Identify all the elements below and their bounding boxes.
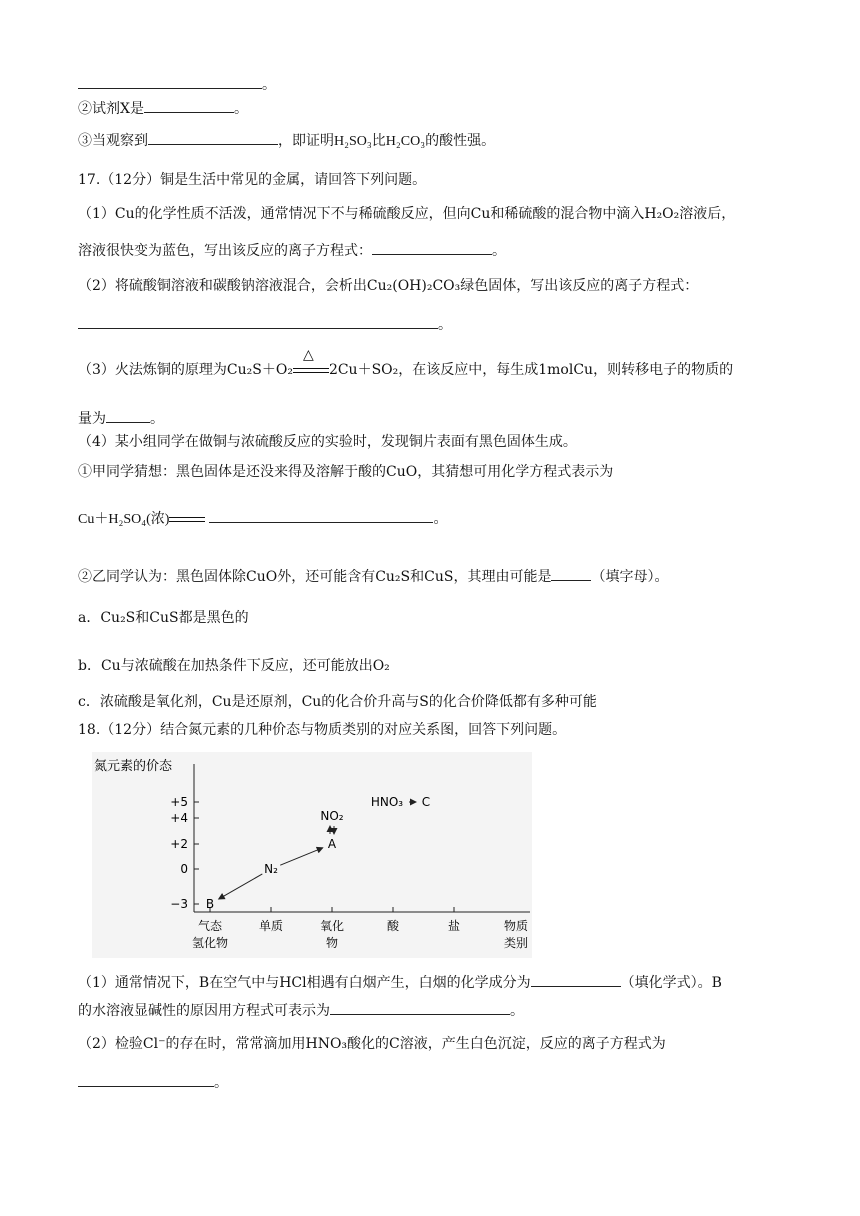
x-axis-label-line2: 类别 bbox=[503, 936, 529, 950]
text: ②试剂X是 bbox=[78, 101, 144, 117]
line-reagent-x bbox=[78, 98, 248, 119]
text: ③当观察到 bbox=[78, 133, 148, 149]
x-tick-label: 盐 bbox=[447, 919, 461, 933]
q17-p3b bbox=[78, 408, 164, 429]
text: 的水溶液显碱性的原因用方程式可表示为 bbox=[78, 1003, 330, 1019]
text: （1）通常情况下，B在空气中与HCl相遇有白烟产生，白烟的化学成分为 bbox=[78, 975, 531, 991]
q18-p2a: （2）检验Cl⁻的存在时，常常滴加用HNO₃酸化的C溶液，产生白色沉淀，反应的离子方程式为 bbox=[78, 1036, 666, 1052]
punct: 。 bbox=[262, 77, 276, 93]
text: ②乙同学认为：黑色固体除CuO外，还可能含有Cu₂S和CuS，其理由可能是 bbox=[78, 569, 552, 585]
text: ，即证明 bbox=[278, 133, 334, 149]
punct: 。 bbox=[233, 101, 248, 117]
punct: 。 bbox=[492, 243, 506, 259]
text: 的酸性强。 bbox=[425, 133, 496, 149]
point-label: N₂ bbox=[264, 862, 278, 876]
text: 2Cu＋SO₂，在该反应中，每生成1molCu，则转移电子的物质的 bbox=[328, 362, 734, 378]
blank-line-1 bbox=[78, 74, 276, 95]
q17-p4-2 bbox=[78, 566, 668, 587]
x-tick-label: 物 bbox=[325, 936, 339, 950]
equation: Cu＋H₂SO₄(浓) bbox=[78, 512, 170, 527]
y-tick-label: −3 bbox=[170, 897, 188, 911]
formula: H₂CO₃ bbox=[385, 134, 426, 149]
q17-p3 bbox=[78, 347, 734, 380]
q18-p1b bbox=[78, 1000, 524, 1021]
q17-p4-1: ①甲同学猜想：黑色固体是还没来得及溶解于酸的CuO，其猜想可用化学方程式表示为 bbox=[78, 464, 614, 480]
option-c: c．浓硫酸是氧化剂，Cu是还原剂，Cu的化合价升高与S的化合价降低都有多种可能 bbox=[78, 694, 597, 710]
answer-blank bbox=[330, 1000, 510, 1015]
q17-p1b bbox=[78, 240, 506, 261]
q17-p1a: （1）Cu的化学性质不活泼，通常情况下不与稀硫酸反应，但向Cu和稀硫酸的混合物中滴入H₂O₂溶液后， bbox=[78, 206, 736, 222]
text: （填化学式）。B bbox=[620, 975, 722, 991]
point-label: HNO₃ bbox=[370, 795, 404, 809]
answer-blank bbox=[148, 130, 278, 145]
nitrogen-valence-chart bbox=[92, 752, 532, 958]
answer-blank bbox=[78, 314, 438, 329]
point-label: NO₂ bbox=[320, 809, 344, 823]
answer-blank bbox=[78, 74, 262, 89]
point-label: C bbox=[421, 795, 431, 809]
x-tick-label: 单质 bbox=[258, 919, 284, 933]
x-tick-label: 气态 bbox=[197, 919, 223, 933]
heat-triangle: △ bbox=[302, 347, 314, 363]
answer-blank bbox=[372, 240, 492, 255]
line-observe bbox=[78, 130, 495, 152]
text: 溶液很快变为蓝色，写出该反应的离子方程式： bbox=[78, 243, 372, 259]
q17-p4: （4）某小组同学在做铜与浓硫酸反应的实验时，发现铜片表面有黑色固体生成。 bbox=[78, 434, 577, 450]
answer-blank bbox=[106, 408, 150, 423]
y-tick-label: +4 bbox=[170, 811, 188, 825]
point-label: A bbox=[327, 837, 337, 851]
point-label: B bbox=[205, 897, 215, 911]
q18-p2b bbox=[78, 1072, 228, 1093]
punct: 。 bbox=[438, 317, 452, 333]
text: 量为 bbox=[78, 411, 106, 427]
text: （3）火法炼铜的原理为Cu₂S＋O₂ bbox=[78, 362, 293, 378]
formula: H₂SO₃ bbox=[334, 134, 372, 149]
y-axis-label: 氮元素的价态 bbox=[94, 759, 173, 774]
text: （填字母）。 bbox=[591, 569, 669, 585]
q17-p2a: （2）将硫酸铜溶液和碳酸钠溶液混合，会析出Cu₂(OH)₂CO₃绿色固体，写出该反应的离子方程式： bbox=[78, 278, 699, 294]
y-tick-label: 0 bbox=[180, 862, 188, 876]
punct: 。 bbox=[433, 511, 448, 527]
option-a: a．Cu₂S和CuS都是黑色的 bbox=[78, 610, 249, 626]
reaction-arrow bbox=[280, 848, 322, 865]
answer-blank bbox=[531, 972, 621, 987]
y-tick-label: +5 bbox=[170, 795, 188, 809]
q18-title: 18.（12分）结合氮元素的几种价态与物质类别的对应关系图，回答下列问题。 bbox=[78, 722, 567, 738]
x-tick-label: 酸 bbox=[386, 919, 400, 933]
x-tick-label: 氧化 bbox=[319, 919, 345, 933]
punct: 。 bbox=[214, 1075, 228, 1091]
reaction-arrow bbox=[219, 874, 263, 899]
equals-sign bbox=[169, 512, 205, 526]
answer-blank bbox=[551, 566, 591, 581]
y-tick-label: +2 bbox=[170, 837, 188, 851]
x-axis-label-line1: 物质 bbox=[503, 919, 529, 933]
equals-sign bbox=[293, 347, 329, 377]
x-tick-label: 氢化物 bbox=[191, 936, 229, 950]
q17-p2b bbox=[78, 314, 452, 335]
answer-blank bbox=[78, 1072, 214, 1087]
option-b: b．Cu与浓硫酸在加热条件下反应，还可能放出O₂ bbox=[78, 658, 390, 674]
q17-p4-eq bbox=[78, 508, 447, 530]
punct: 。 bbox=[510, 1003, 524, 1019]
punct: 。 bbox=[150, 411, 164, 427]
text: 比 bbox=[371, 133, 386, 149]
q17-title: 17.（12分）铜是生活中常见的金属，请回答下列问题。 bbox=[78, 172, 427, 188]
answer-blank bbox=[209, 508, 433, 523]
answer-blank bbox=[144, 98, 234, 113]
q18-p1a bbox=[78, 972, 722, 993]
